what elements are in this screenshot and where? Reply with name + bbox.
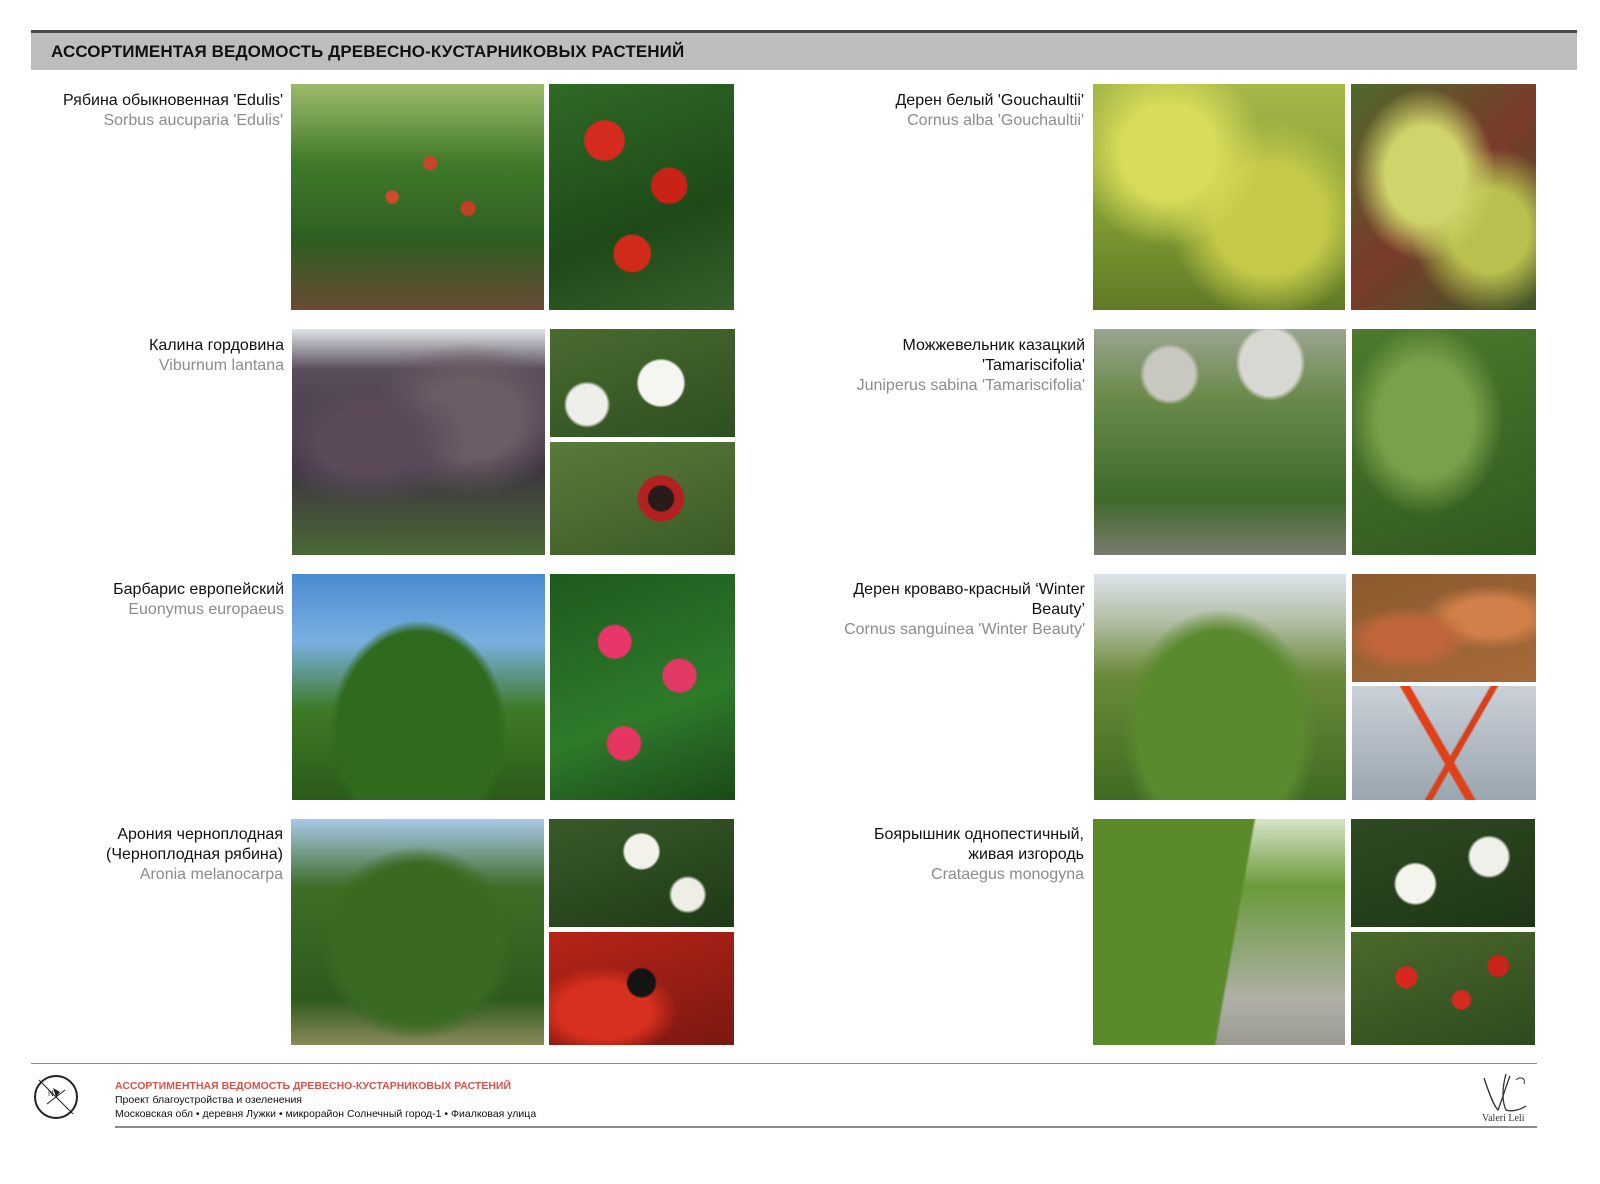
photo-aronia-shrub — [291, 819, 544, 1045]
plant-name-latin: Crataegus monogyna — [931, 866, 1084, 883]
plant-name-ru-alt: (Черноплодная рябина) — [106, 846, 283, 863]
plant-label-crataegus — [874, 825, 1084, 885]
plant-name-latin: Cornus sanguinea 'Winter Beauty' — [844, 621, 1085, 638]
plant-label-rowan — [63, 91, 283, 131]
photo-crataegus-berries — [1351, 932, 1535, 1045]
plant-label-viburnum — [149, 336, 284, 376]
photo-euonymus-fruit — [550, 574, 735, 800]
footer-address: Московская обл • деревня Лужки • микрорайон Солнечный город-1 • Фиалковая улица — [115, 1108, 537, 1120]
plant-name-latin: Sorbus aucuparia 'Edulis' — [103, 112, 283, 129]
plant-label-aronia — [106, 825, 283, 885]
photo-viburnum-flowers — [550, 329, 735, 437]
photo-crataegus-hedge — [1093, 819, 1345, 1045]
photo-cornus-alba-leaves — [1351, 84, 1536, 310]
photo-juniper-garden — [1094, 329, 1346, 555]
header-bar — [31, 30, 1577, 70]
plant-name-latin: Aronia melanocarpa — [139, 866, 283, 883]
footer-project: Проект благоустройства и озеленения — [115, 1094, 302, 1106]
plant-name-ru: Барбарис европейский — [113, 581, 284, 598]
plant-name-latin: Euonymus europaeus — [128, 601, 284, 618]
photo-cornus-alba-shrub — [1093, 84, 1345, 310]
plant-name-ru: Дерен белый 'Gouchaultii' — [895, 92, 1084, 109]
photo-crataegus-flowers — [1351, 819, 1535, 927]
plant-name-ru: Калина гордовина — [149, 337, 284, 354]
photo-viburnum-hedge — [292, 329, 545, 555]
plant-label-cornus-sanguinea — [844, 580, 1085, 640]
plant-name-ru: Арония черноплодная — [117, 826, 283, 843]
photo-juniper-closeup — [1352, 329, 1536, 555]
photo-aronia-flowers — [549, 819, 734, 927]
photo-euonymus-shrub — [292, 574, 545, 800]
footer-bottom-rule — [115, 1126, 1537, 1128]
plant-name-latin: Viburnum lantana — [158, 357, 284, 374]
footer-top-rule — [31, 1063, 1537, 1064]
photo-rowan-tree — [291, 84, 544, 310]
photo-cornus-sanguinea-hedge — [1094, 574, 1346, 800]
plant-name-latin: Cornus alba 'Gouchaultii' — [907, 112, 1084, 129]
plant-name-ru: Боярышник однопестичный, — [873, 826, 1084, 843]
plant-name-ru: Дерен кроваво-красный ‘Winter — [853, 581, 1085, 598]
page-title: АССОРТИМЕНТАЯ ВЕДОМОСТЬ ДРЕВЕСНО-КУСТАРНИКОВЫХ РАСТЕНИЙ — [51, 42, 685, 61]
plant-name-ru-cultivar: 'Tamariscifolia' — [981, 357, 1085, 374]
signature-name: Valeri Leli — [1482, 1113, 1525, 1124]
plant-name-latin: Juniperus sabina 'Tamariscifolia' — [856, 377, 1085, 394]
photo-aronia-berries — [549, 932, 734, 1045]
north-label: N — [48, 1089, 54, 1098]
plant-name-ru-cultivar: Beauty’ — [1031, 601, 1085, 618]
photo-cornus-sanguinea-leaves — [1352, 574, 1536, 682]
plant-label-cornus-alba — [895, 91, 1084, 131]
photo-viburnum-berries — [550, 442, 735, 555]
north-arrow-icon — [33, 1074, 79, 1120]
plant-name-ru-note: живая изгородь — [968, 846, 1084, 863]
plant-label-euonymus — [113, 580, 284, 620]
photo-rowan-berries — [549, 84, 734, 310]
plant-name-ru: Рябина обыкновенная 'Edulis' — [63, 92, 283, 109]
plant-label-juniper — [857, 336, 1085, 396]
plant-name-ru: Можжевельник казацкий — [902, 337, 1085, 354]
photo-cornus-sanguinea-stems — [1352, 686, 1536, 800]
footer-title: АССОРТИМЕНТНАЯ ВЕДОМОСТЬ ДРЕВЕСНО-КУСТАРНИКОВЫХ РАСТЕНИЙ — [115, 1080, 512, 1092]
